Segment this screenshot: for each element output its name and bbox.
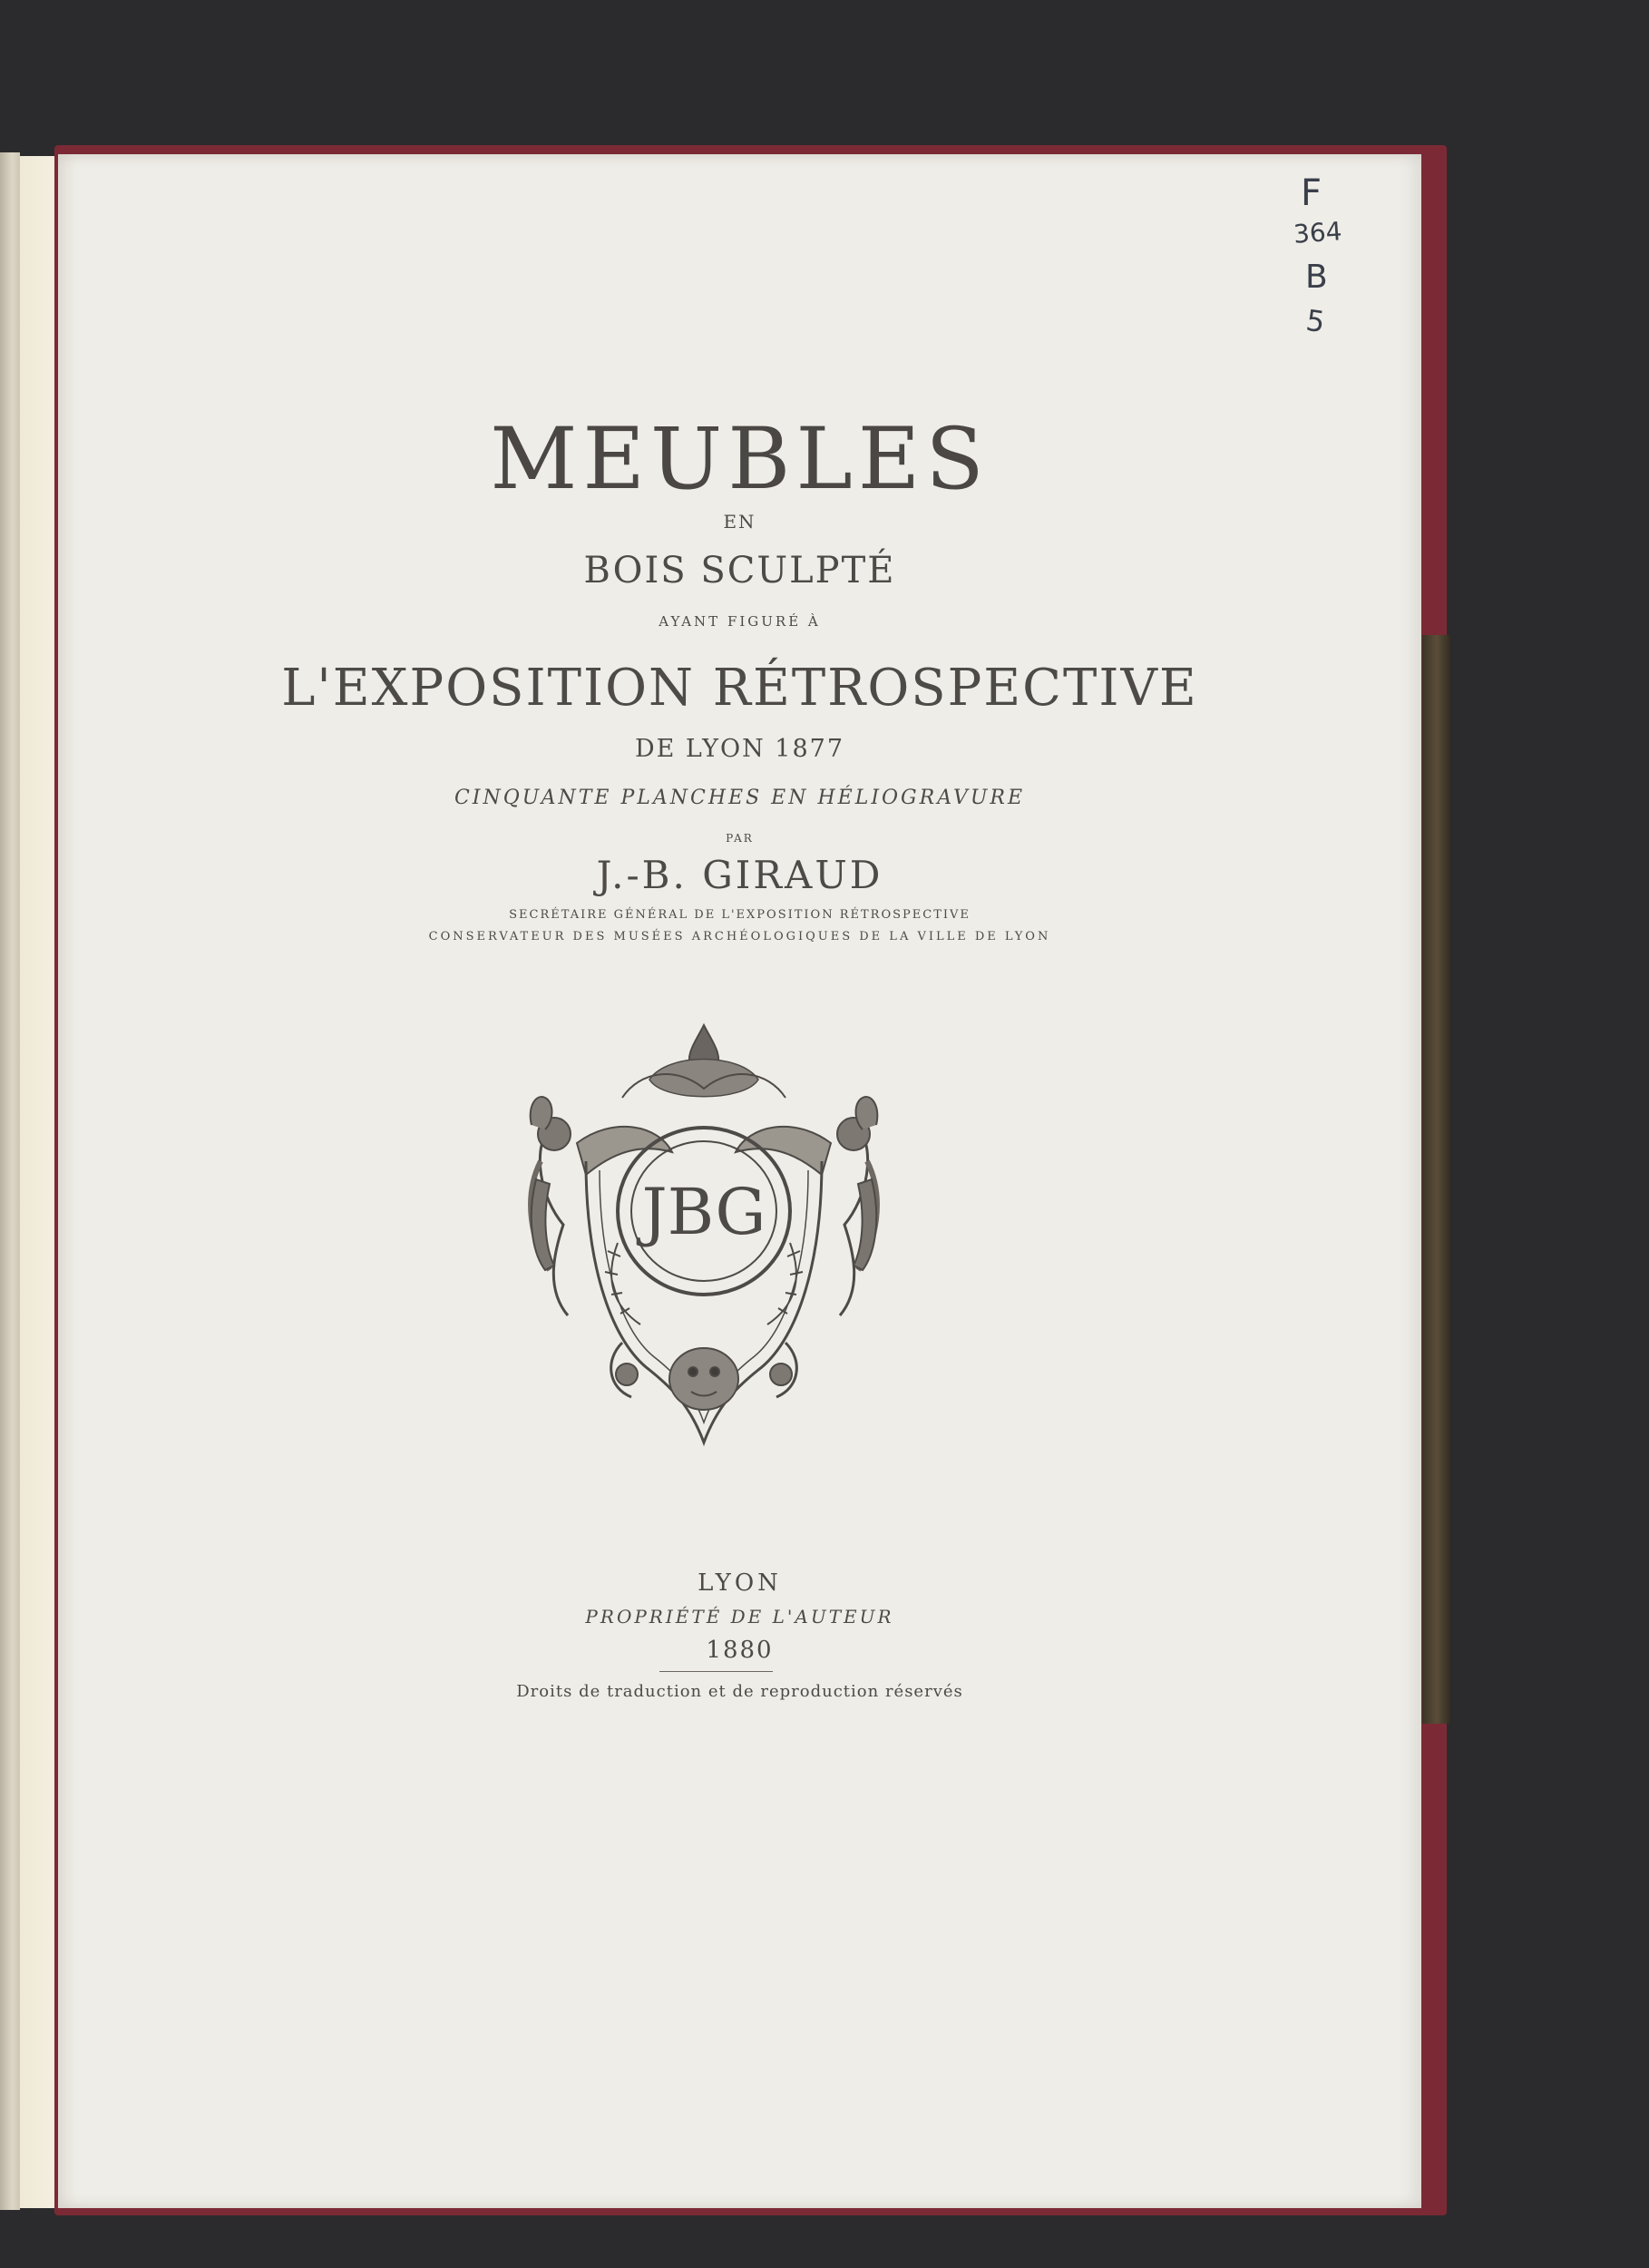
shelfmark-line-3: B	[1305, 259, 1328, 296]
exposition-place-year: DE LYON 1877	[634, 735, 845, 763]
publication-rights-holder: PROPRIÉTÉ DE L'AUTEUR	[585, 1606, 894, 1628]
book-subtitle: BOIS SCULPTÉ	[583, 550, 896, 591]
rights-notice: Droits de traduction et de reproduction réservés	[516, 1682, 963, 1701]
exposition-title: L'EXPOSITION RÉTROSPECTIVE	[281, 659, 1198, 718]
title-connector: EN	[723, 511, 756, 533]
title-page	[58, 154, 1421, 2208]
book-title: MEUBLES	[490, 410, 990, 509]
author-name: J.-B. GIRAUD	[596, 853, 883, 897]
shelfmark-line-2: 364	[1292, 216, 1343, 249]
subtitle-connector: AYANT FIGURÉ À	[659, 613, 821, 630]
shelfmark-line-1: F	[1301, 172, 1322, 214]
publication-year: 1880	[706, 1637, 774, 1664]
ornamental-emblem-icon	[513, 1016, 894, 1479]
shelfmark-line-4: 5	[1303, 302, 1327, 340]
divider-rule	[659, 1671, 773, 1672]
by-label: PAR	[726, 832, 754, 845]
emblem-monogram: JBG	[641, 1175, 766, 1249]
publication-city: LYON	[698, 1569, 782, 1597]
plates-description: CINQUANTE PLANCHES EN HÉLIOGRAVURE	[454, 787, 1026, 809]
author-title-1: SECRÉTAIRE GÉNÉRAL DE L'EXPOSITION RÉTROSPECTIVE	[509, 908, 971, 922]
author-title-2: CONSERVATEUR DES MUSÉES ARCHÉOLOGIQUES DE LA VILLE DE LYON	[428, 930, 1051, 943]
previous-leaf-edge	[0, 152, 20, 2210]
cover-marbled-edge	[1422, 635, 1451, 1724]
